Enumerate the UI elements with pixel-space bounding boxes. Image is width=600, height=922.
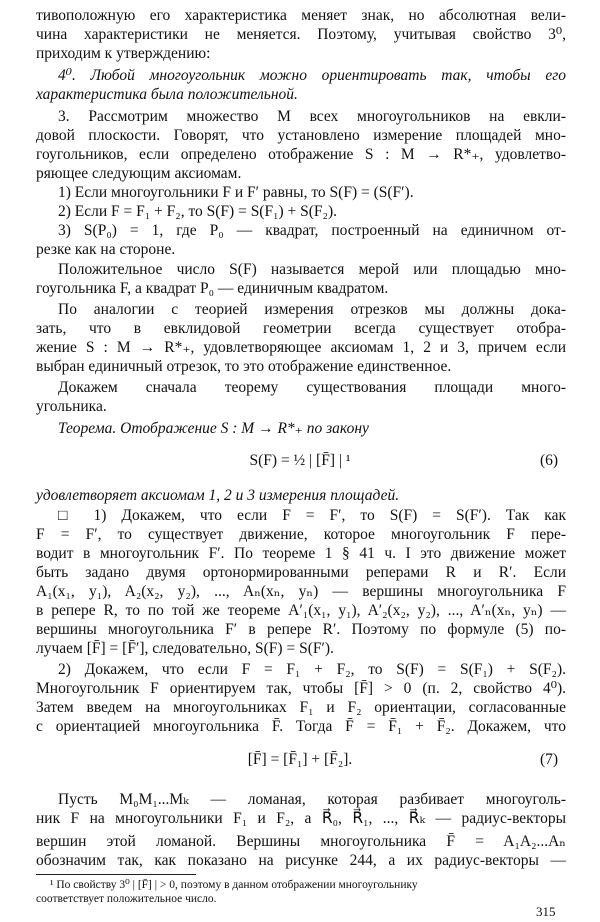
proof-line: вершины многоугольника F′ в репере R′. Поэтому по формуле (5) по- [36,621,566,638]
proof-line: водит в многоугольник F′. По теореме 1 § 41 ч. I это движение может [36,545,566,562]
equation-6: S(F) = ½ | [F̄] | ¹ [249,452,351,469]
page-number: 315 [536,904,556,919]
proof-line: в репере R, то по той же теореме A′₁(x₁, y₁), A′₂(x₂, y₂), ..., A′ₙ(xₙ, yₙ) — [36,602,566,619]
text-line: обозначим так, как показано на рисунке 244, а их радиус-векторы — [36,852,566,869]
statement-line: характеристика была положительной. [36,86,298,103]
text-line: гоугольников, если определено отображение S : M → R*₊, удовлетво- [36,146,566,163]
text-line: Положительное число S(F) называется мерой или площадью мно- [58,261,566,278]
proof-line: F = F′, то существует движение, которое многоугольник F пере- [36,526,566,543]
footnote-line: соответствует положительное число. [36,893,217,905]
axiom-line: 3) S(P₀) = 1, где P₀ — квадрат, построенный на единичном от- [58,222,566,239]
proof-line: 2) Докажем, что если F = F₁ + F₂, то S(F) = S(F₁) + S(F₂). [58,661,566,678]
text-line: 3. Рассмотрим множество M всех многоугольников на евкли- [58,108,566,125]
proof-line: быть задано двумя ортонормированными реперами R и R′. Если [36,564,566,581]
equation-7: [F̄] = [F̄₁] + [F̄₂]. [247,751,353,768]
text-line: гоугольника F, а квадрат P₀ — единичным квадратом. [36,280,389,297]
text-line: Докажем сначала теорему существования площади много- [58,379,566,396]
proof-line: A₁(x₁, y₁), A₂(x₂, y₂), ..., Aₙ(xₙ, yₙ) — вершины многоугольника F [36,583,566,600]
theorem-line: удовлетворяет аксиомам 1, 2 и 3 измерения площадей. [36,487,400,504]
text-line: вершин этой ломаной. Вершины многоугольника F̄ = A₁A₂...Aₙ [36,833,566,850]
text-line: жение S : M → R*₊, удовлетворяющее аксиомам 1, 2 и 3, причем если [36,339,566,356]
text-line: Пусть M₀M₁...Mₖ — ломаная, которая разбивает многоуголь- [58,791,566,808]
theorem-line: Теорема. Отображение S : M → R*₊ по закону [58,420,369,437]
axiom-line: резке как на стороне. [36,241,176,258]
proof-line: □ 1) Докажем, что если F = F′, то S(F) = S(F′). Так как [58,507,566,524]
text-line: зать, что в евклидовой геометрии всегда существует отобра- [36,320,566,337]
proof-line: с ориентацией многоугольника F̄. Тогда F̄ = F̄₁ + F̄₂. Докажем, что [36,718,566,735]
proof-line: Затем введем на многоугольниках F₁ и F₂ ориентации, согласованные [36,699,566,716]
text-line: ник F на многоугольники F₁ и F₂, а R⃗₀, R⃗₁, ..., R⃗ₖ — радиус-векторы [36,810,566,827]
axiom-line: 2) Если F = F₁ + F₂, то S(F) = S(F₁) + S(F₂). [58,203,337,220]
proof-line: лучаем [F̄] = [F̄′], следовательно, S(F) = S(F′). [36,640,334,657]
text-line: По аналогии с теорией измерения отрезков мы должны дока- [58,301,566,318]
footnote-rule [36,874,196,875]
footnote-line: ¹ По свойству 3⁰ | [F̄] | > 0, поэтому в данном отображении многоугольнику [50,879,418,891]
axiom-line: 1) Если многоугольники F и F′ равны, то S(F) = (S(F′). [58,184,414,201]
equation-number: (7) [540,751,559,768]
equation-number: (6) [540,452,559,469]
text-line: тивоположную его характеристика меняет знак, но абсолютная вели- [36,7,566,24]
text-line: приходим к утверждению: [36,45,211,62]
text-line: угольника. [36,398,107,415]
statement-line: 4⁰. Любой многоугольник можно ориентировать так, чтобы его [58,67,566,84]
text-line: ряющее следующим аксиомам. [36,165,242,182]
text-line: выбран единичный отрезок, то это отображение единственное. [36,358,452,375]
proof-line: Многоугольник F ориентируем так, чтобы [F̄] > 0 (п. 2, свойство 4⁰). [36,680,566,697]
text-line: чина характеристики не меняется. Поэтому, учитывая свойство 3⁰, [36,26,566,43]
text-line: довой плоскости. Говорят, что установлено измерение площадей мно- [36,127,566,144]
